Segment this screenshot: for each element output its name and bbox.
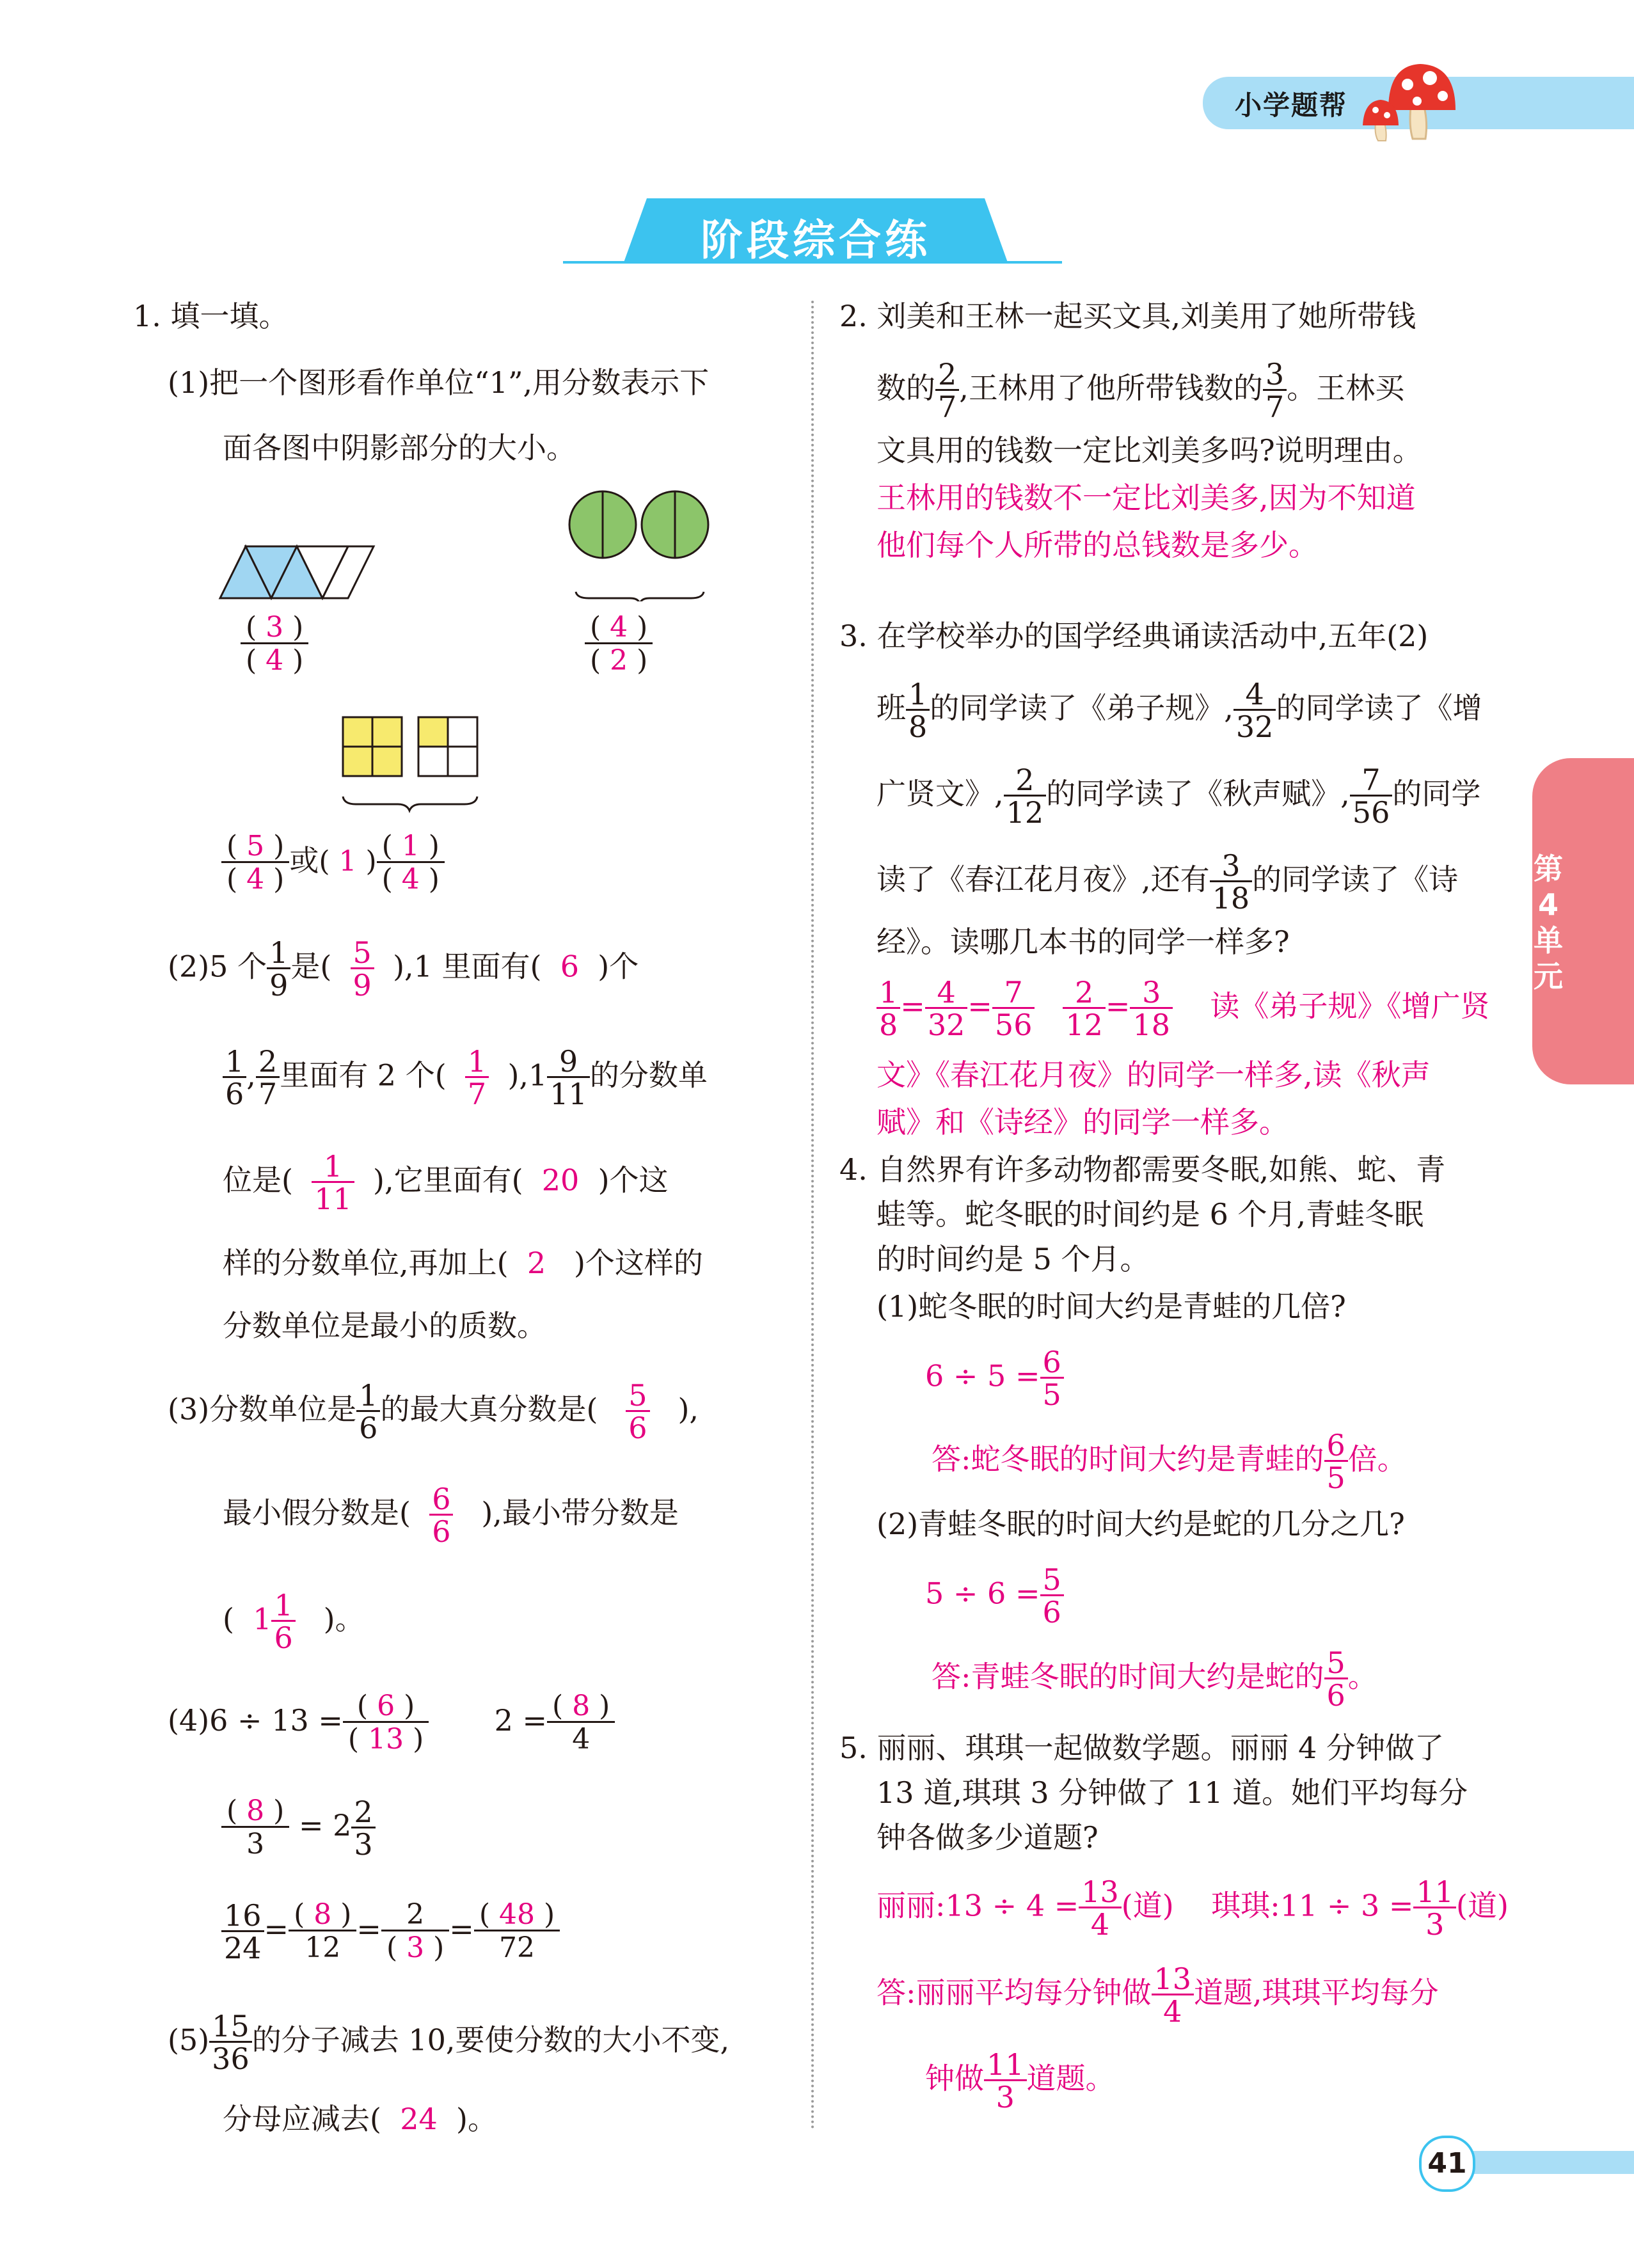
fig3-b-denominator: 4: [401, 863, 420, 896]
q1-p2-line3: 位是( $\frac{1}{11}$ ),它里面有( 20 )个这: [223, 1149, 669, 1216]
q2-answer-line1: 王林用的钱数不一定比刘美多,因为不知道: [876, 480, 1416, 515]
q4-sub1-calc: 6 ÷ 5 = $\frac{6}{5}$: [925, 1347, 1064, 1409]
page-title: 阶段综合练: [701, 216, 931, 265]
mushroom-icon: [1350, 59, 1478, 142]
q1-p2-line4: 样的分数单位,再加上( 2 )个这样的: [223, 1246, 703, 1280]
fig3-b-whole: 1: [338, 845, 357, 878]
q5-line2: 13 道,琪琪 3 分钟做了 11 道。她们平均每分: [876, 1775, 1468, 1810]
fig3-b-numerator: 1: [401, 830, 420, 862]
q3-line2: 班 $\frac{1}{8}$ 的同学读了《弟子规》, $\frac{4}{32}$ 的同学读了《增: [876, 677, 1482, 744]
fig2-denominator: 2: [610, 644, 628, 678]
q3-answer-line3: 赋》和《诗经》的同学一样多。: [876, 1105, 1289, 1139]
q2-line2: 数的 $\frac{2}{7}$ ,王林用了他所带钱数的 $\frac{3}{7}$ 。王林买: [876, 357, 1405, 424]
q5-answer-line2: 钟做 $\frac{11}{3}$ 道题。: [925, 2047, 1115, 2114]
page-number: 41: [1419, 2136, 1475, 2192]
q1-title: 1. 填一填。: [133, 299, 289, 333]
q4-sub1-answer: 答:蛇冬眠的时间大约是青蛙的 $\frac{6}{5}$ 倍。: [932, 1428, 1407, 1495]
q1-p1-line1: (1)把一个图形看作单位“1”,用分数表示下: [168, 365, 710, 400]
header-brand: 小学题帮: [1235, 90, 1348, 121]
q1-p2-line2: $\frac{1}{6}$ , $\frac{2}{7}$ 里面有 2 个( $\frac{1}{7}$ ),1 $\frac{9}{11}$ 的分数单: [223, 1047, 708, 1109]
fig3-or: 或: [289, 843, 319, 878]
q1-p3-line3: ( 1 $\frac{1}{6}$ )。: [223, 1588, 365, 1655]
q3-answer-line1: $\frac{1}{8}$ = $\frac{4}{32}$ = $\frac{7}{56}$ $\frac{2}{12}$ = $\frac{3}{18}$ 读《弟子规》《增广贤: [876, 978, 1489, 1040]
q3-line3: 广贤文》, $\frac{2}{12}$ 的同学读了《秋声赋》, $\frac{7}{56}$ 的同学: [876, 763, 1481, 830]
q4-sub2-answer: 答:青蛙冬眠的时间大约是蛇的 $\frac{5}{6}$ 。: [932, 1645, 1377, 1713]
unit-side-tab-label: 第4单元: [1534, 852, 1563, 994]
triangle-strip-figure: [218, 544, 384, 601]
q2-line1: 2. 刘美和王林一起买文具,刘美用了她所带钱: [839, 299, 1416, 333]
fig1-numerator: 3: [266, 611, 284, 644]
fig3-answer: $\frac{( 5 )}{( 4 )}$ 或( 1 ) $\frac{( 1 )}{( 4 )}$: [221, 832, 445, 894]
q1-p3-line2: 最小假分数是( $\frac{6}{6}$ ),最小带分数是: [223, 1482, 679, 1549]
q5-calc: 丽丽:13 ÷ 4 = $\frac{13}{4}$ (道) 琪琪:11 ÷ 3 = $\frac{11}{3}$ (道): [876, 1875, 1509, 1942]
q1-p2-line5: 分数单位是最小的质数。: [223, 1308, 546, 1343]
fig3-a-denominator: 4: [246, 863, 265, 896]
fig3-a-numerator: 5: [246, 830, 265, 862]
q4-sub2-calc: 5 ÷ 6 = $\frac{5}{6}$: [925, 1565, 1064, 1627]
q1-p4-line3: $\frac{16}{24}$ = $\frac{( 8 )}{12}$ = $\frac{2}{( 3 )}$ = $\frac{( 48 )}{72}$: [221, 1900, 560, 1963]
q5-line1: 5. 丽丽、琪琪一起做数学题。丽丽 4 分钟做了: [839, 1731, 1445, 1765]
q1-p5-line1: (5) $\frac{15}{36}$ 的分子减去 10,要使分数的大小不变,: [168, 2009, 730, 2076]
q1-p5-line2: 分母应减去( 24 )。: [223, 2102, 497, 2136]
fig2-numerator: 4: [610, 611, 628, 644]
q2-line3: 文具用的钱数一定比刘美多吗?说明理由。: [876, 433, 1422, 468]
q4-sub2: (2)青蛙冬眠的时间大约是蛇的几分之几?: [876, 1507, 1405, 1541]
q2-answer-line2: 他们每个人所带的总钱数是多少。: [876, 528, 1318, 562]
circles-figure: [563, 486, 717, 601]
q3-line1: 3. 在学校举办的国学经典诵读活动中,五年(2): [839, 619, 1429, 653]
q5-answer-line1: 答:丽丽平均每分钟做 $\frac{13}{4}$ 道题,琪琪平均每分: [876, 1962, 1439, 2029]
q1-p3-line1: (3)分数单位是 $\frac{1}{6}$ 的最大真分数是( $\frac{5}{6}$ ),: [168, 1378, 699, 1445]
squares-figure: [339, 713, 493, 822]
q1-p4-line2: $\frac{( 8 )}{3}$ = 2 $\frac{2}{3}$: [221, 1796, 376, 1859]
q1-p1-line2: 面各图中阴影部分的大小。: [223, 431, 576, 465]
q3-line5: 经》。读哪几本书的同学一样多?: [876, 924, 1290, 959]
fig1-answer: $\frac{( 3 )}{( 4 )}$: [241, 613, 308, 676]
page-number-bar: [1459, 2151, 1634, 2174]
column-divider: [811, 301, 814, 2130]
q3-line4: 读了《春江花月夜》,还有 $\frac{3}{18}$ 的同学读了《诗: [876, 848, 1459, 916]
q1-p2-line1: (2)5 个 $\frac{1}{9}$ 是( $\frac{5}{9}$ ),1 里面有( 6 )个: [168, 935, 639, 1003]
q4-line1: 4. 自然界有许多动物都需要冬眠,如熊、蛇、青: [839, 1152, 1446, 1187]
q4-sub1: (1)蛇冬眠的时间大约是青蛙的几倍?: [876, 1289, 1346, 1324]
q3-answer-line2: 文》《春江花月夜》的同学一样多,读《秋声: [876, 1058, 1431, 1092]
q1-p4-line1: (4)6 ÷ 13 = $\frac{( 6 )}{( 13 )}$ 2 = $\frac{( 8 )}{4}$: [168, 1692, 615, 1754]
q4-line2: 蛙等。蛇冬眠的时间约是 6 个月,青蛙冬眠: [876, 1197, 1424, 1232]
fig2-answer: $\frac{( 4 )}{( 2 )}$: [585, 613, 653, 676]
q4-line3: 的时间约是 5 个月。: [876, 1242, 1150, 1276]
q5-line3: 钟各做多少道题?: [876, 1820, 1099, 1855]
fig1-denominator: 4: [266, 644, 284, 678]
